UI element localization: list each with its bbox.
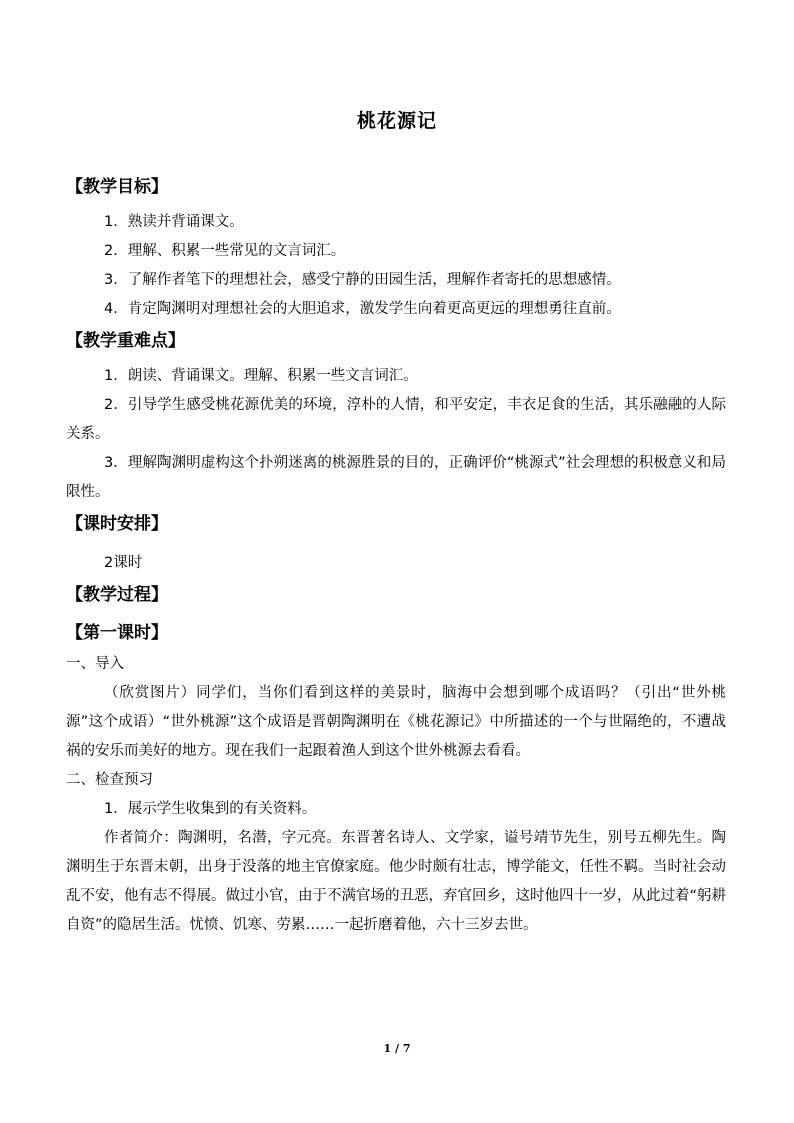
section-heading-lesson1: 【第一课时】: [66, 623, 168, 643]
goal-item-4: 4．肯定陶渊明对理想社会的大胆追求，激发学生向着更高更远的理想勇往直前。: [104, 301, 621, 317]
document-title: 桃花源记: [356, 110, 437, 132]
goal-item-2: 2．理解、积累一些常见的文言词汇。: [104, 243, 346, 259]
lesson1-part2-title: 二、检查预习: [66, 772, 153, 788]
goal-item-1: 1．熟读并背诵课文。: [104, 214, 244, 230]
lesson1-part2-item: 1．展示学生收集到的有关资料。: [104, 801, 317, 817]
section-heading-process: 【教学过程】: [66, 585, 168, 605]
schedule-text: 2课时: [104, 555, 143, 571]
section-heading-schedule: 【课时安排】: [66, 514, 168, 534]
key-point-item-3: 3．理解陶渊明虚构这个扑朔迷离的桃源胜景的目的，正确评价“桃源式”社会理想的积极意义和局限性。: [66, 455, 726, 500]
lesson1-part1-text: （欣赏图片）同学们，当你们看到这样的美景时，脑海中会想到哪个成语吗？（引出“世外桃源”这个成语）“世外桃源”这个成语是晋朝陶渊明在《桃花源记》中所描述的一个与世隔绝的，不遭战祸的安乐而美好的地方。现在我们一起跟着渔人到这个世外桃源去看看。: [66, 685, 726, 759]
section-heading-goals: 【教学目标】: [66, 177, 168, 197]
document-body: [66, 170, 726, 940]
key-point-item-1: 1．朗读、背诵课文。理解、积累一些文言词汇。: [104, 368, 418, 384]
page-number: 1 / 7: [383, 1042, 411, 1055]
goal-item-3: 3．了解作者笔下的理想社会，感受宁静的田园生活，理解作者寄托的思想感情。: [104, 272, 621, 288]
lesson1-part2-text: 作者简介：陶渊明，名潜，字元亮。东晋著名诗人、文学家，谥号靖节先生，别号五柳先生。陶渊明生于东晋末朝，出身于没落的地主官僚家庭。他少时颇有壮志，博学能文，任性不羁。当时社会动乱不安，他有志不得展。做过小官，由于不满官场的丑恶，弃官回乡，这时他四十一岁，从此过着“躬耕自资”的隐居生活。忧愤、饥寒、劳累……一起折磨着他，六十三岁去世。: [66, 830, 727, 933]
section-heading-key-points: 【教学重难点】: [66, 331, 185, 351]
key-point-item-2: 2．引导学生感受桃花源优美的环境，淳朴的人情，和平安定，丰衣足食的生活，其乐融融的人际关系。: [66, 397, 726, 442]
lesson1-part1-title: 一、导入: [66, 656, 124, 672]
